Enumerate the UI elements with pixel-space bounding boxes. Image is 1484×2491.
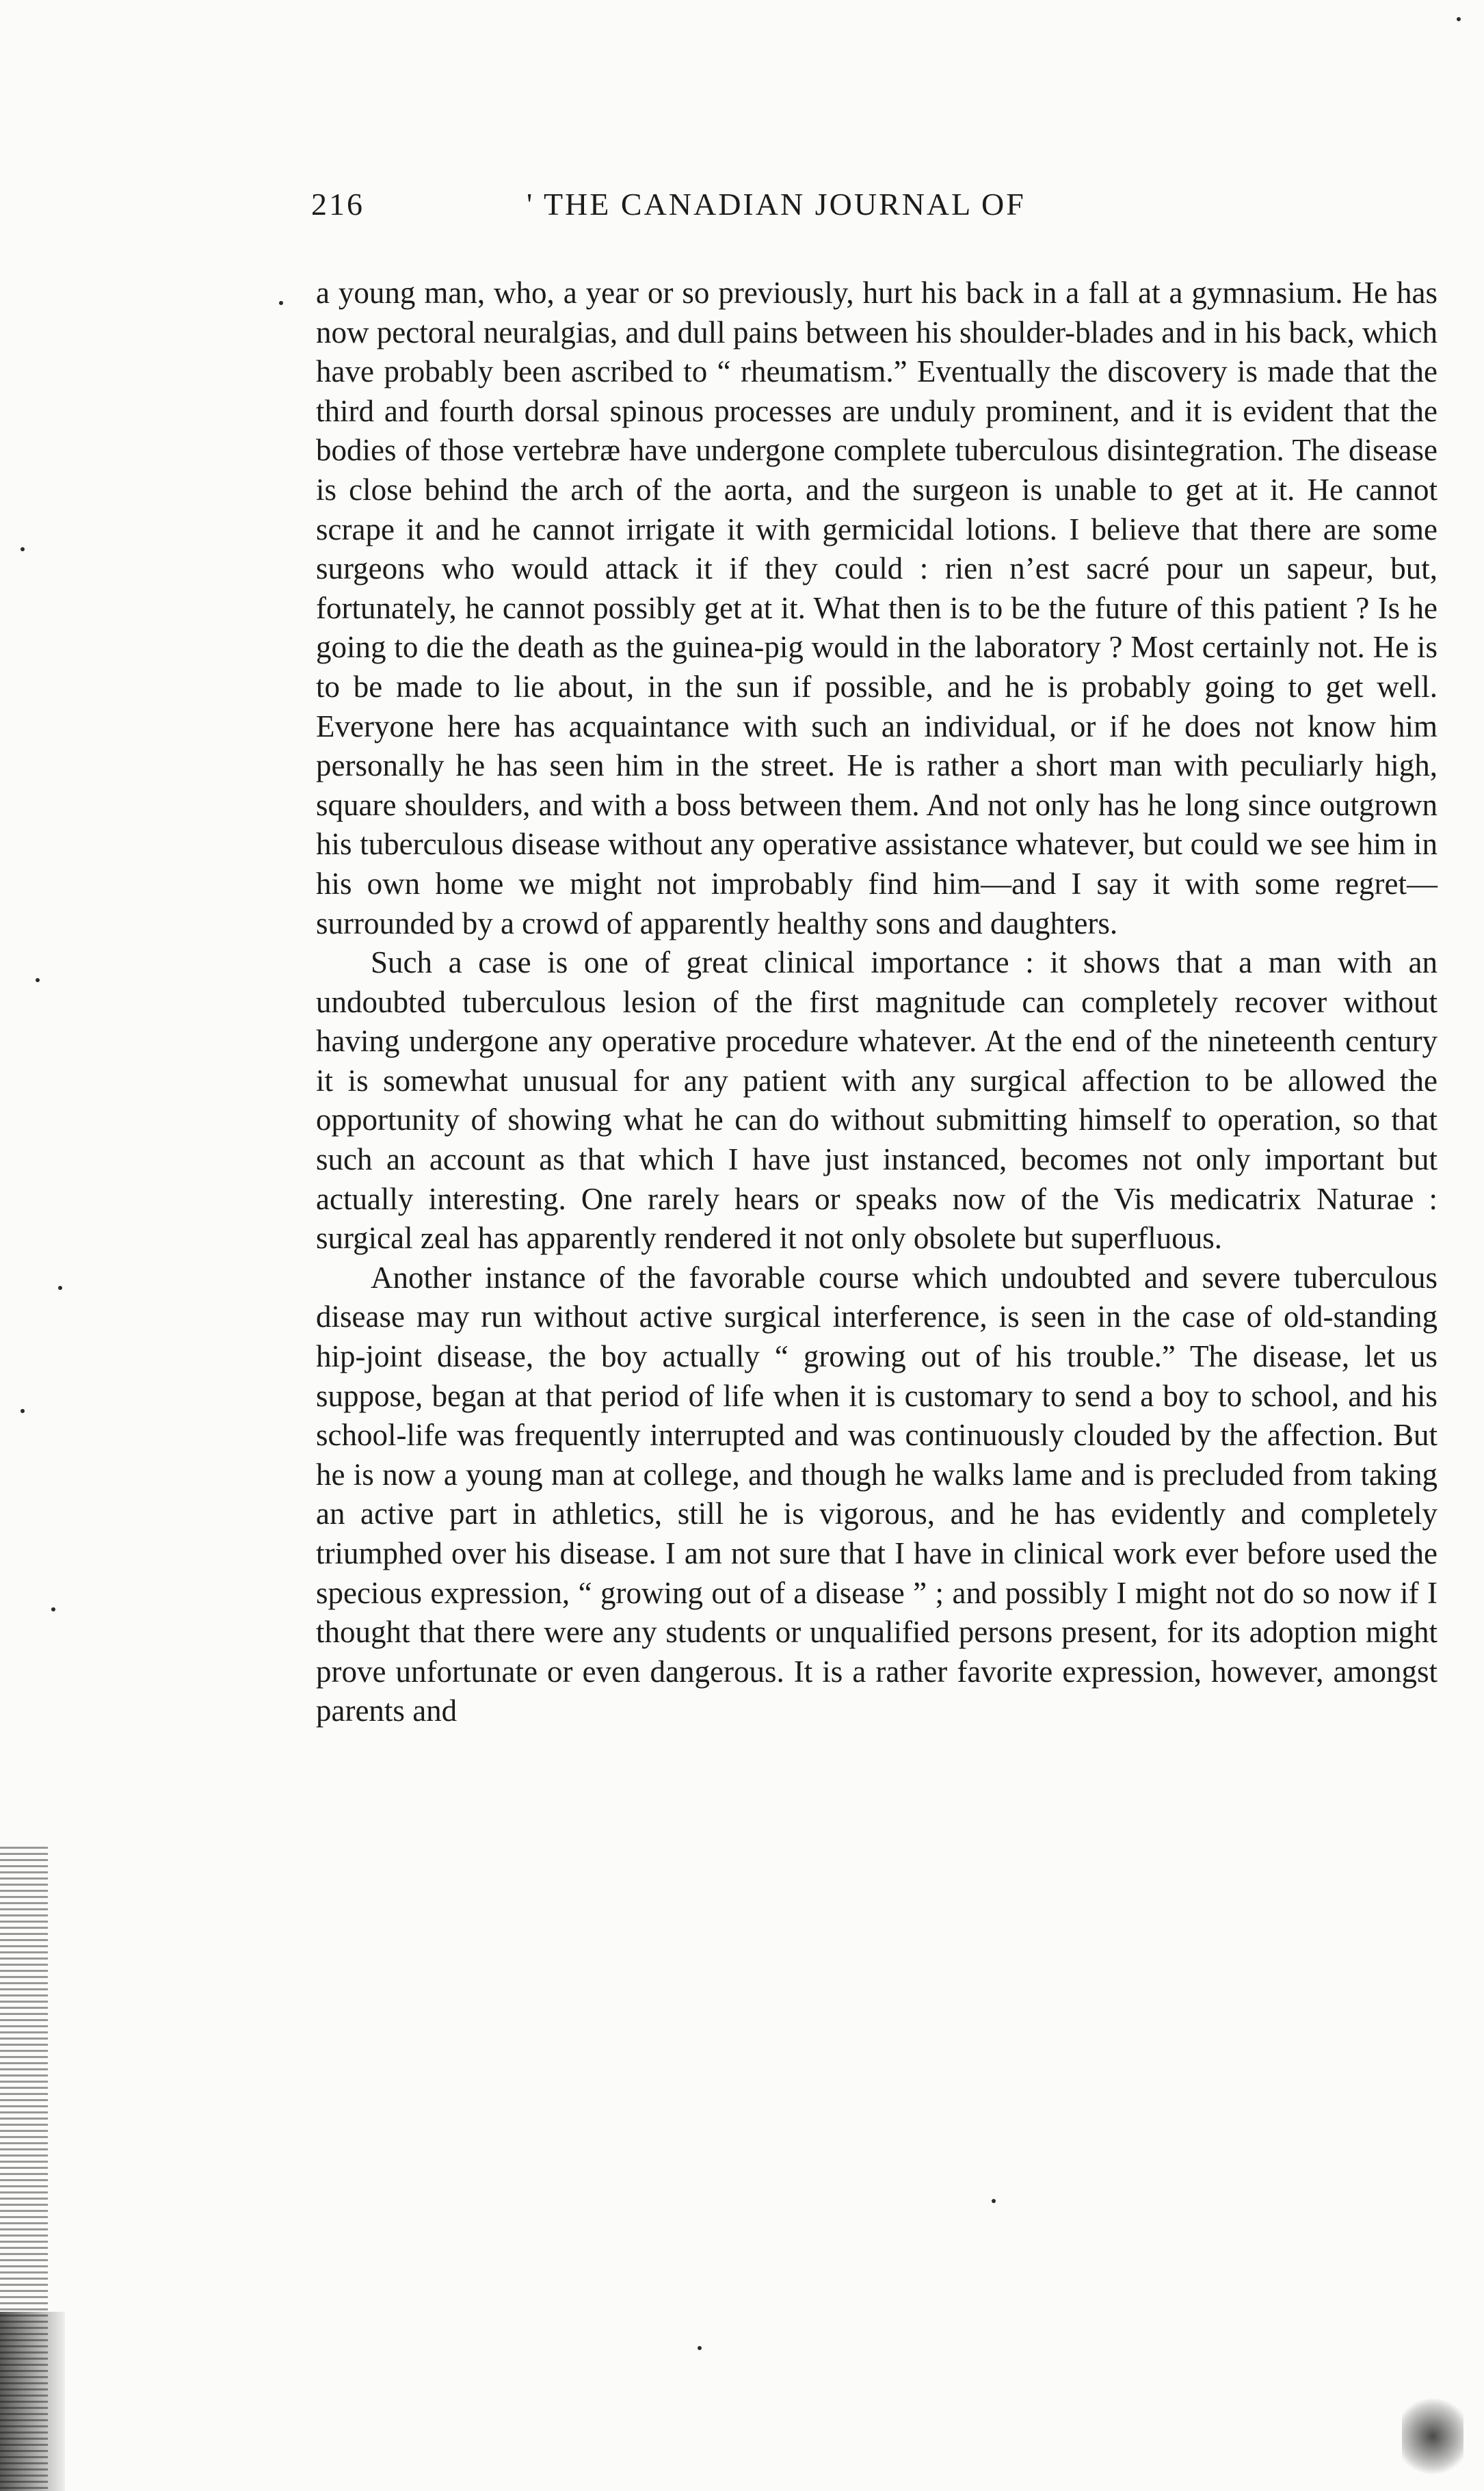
body-text	[316, 274, 1437, 1731]
page-header	[311, 186, 1440, 234]
paragraph: Another instance of the favorable course which undoubted and severe tuberculous disease may run without active surgical interference, is seen in the case of old-standing hip-joint disease, the boy actually “ growing out of his trouble.” The disease, let us suppose, began at that period of life when it is customary to send a boy to school, and his school-life was frequently interrupted and was continuously clouded by the affection. But he is now a young man at college, and though he walks lame and is precluded from taking an active part in athletics, still he is vigorous, and he has evidently and completely triumphed over his disease. I am not sure that I have in clinical work ever before used the specious expression, “ growing out of a disease ” ; and possibly I might not do so now if I thought that there were any students or unqualified persons present, for its adoption might prove unfortunate or even dangerous. It is a rather favorite expression, however, amongst parents and	[316, 1260, 1437, 1728]
speck	[36, 978, 40, 982]
binding-edge-dark	[0, 2312, 65, 2491]
page-number: 216	[311, 187, 365, 222]
speck	[992, 2199, 996, 2203]
speck	[51, 1607, 55, 1611]
speck	[279, 301, 283, 305]
speck	[21, 547, 25, 551]
running-title: ' THE CANADIAN JOURNAL OF	[527, 187, 1026, 222]
paragraph: a young man, who, a year or so previously, hurt his back in a fall at a gymnasium. He has now pectoral neuralgias, and dull pains between his shoulder-blades and in his back, which have probably been ascribed to “ rheumatism.” Eventually the discovery is made that the third and fourth dorsal spinous processes are unduly prominent, and it is evident that the bodies of those vertebræ have undergone complete tuberculous disintegration. The disease is close behind the arch of the aorta, and the surgeon is unable to get at it. He cannot scrape it and he cannot irrigate it with germicidal lotions. I believe that there are some surgeons who would attack it if they could : rien n’est sacré pour un sapeur, but, fortunately, he cannot possibly get at it. What then is to be the future of this patient ? Is he going to die the death as the guinea-pig would in the laboratory ? Most certainly not. He is to be made to lie about, in the sun if possible, and he is probably going to get well. Everyone here has acquaintance with such an individual, or if he does not know him personally he has seen him in the street. He is rather a short man with peculiarly high, square shoulders, and with a boss between them. And not only has he long since outgrown his tuberculous disease without any operative assistance whatever, but could we see him in his own home we might not improbably find him—and I say it with some regret—surrounded by a crowd of apparently healthy sons and daughters.	[316, 276, 1437, 940]
speck	[21, 1409, 25, 1413]
speck	[1457, 17, 1461, 21]
ink-blot	[1402, 2395, 1463, 2477]
speck	[698, 2346, 702, 2350]
paragraph: Such a case is one of great clinical importance : it shows that a man with an undoubted tuberculous lesion of the first magnitude can completely recover without having undergone any operative procedure whatever. At the end of the nineteenth century it is somewhat unusual for any patient with any surgical affection to be allowed the opportunity of showing what he can do without submitting himself to operation, so that such an account as that which I have just instanced, becomes not only important but actually interesting. One rarely hears or speaks now of the Vis medicatrix Naturae : surgical zeal has apparently rendered it not only obsolete but superfluous.	[316, 945, 1437, 1256]
speck	[58, 1286, 62, 1290]
